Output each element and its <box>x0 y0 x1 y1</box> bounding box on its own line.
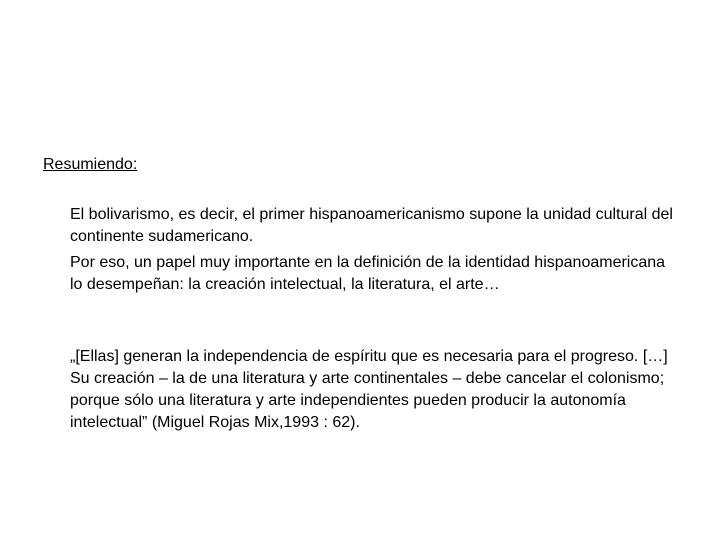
section-heading: Resumiendo: <box>43 156 138 173</box>
paragraph-bolivarismo: El bolivarismo, es decir, el primer hispanoamericanismo supone la unidad cultural del continente sudamericano. <box>70 206 673 245</box>
paragraph-quote: „[Ellas] generan la independencia de espíritu que es necesaria para el progreso. […] Su creación – la de una literatura y arte continentales – debe cancelar el colonismo; porque sólo una literatura y arte independientes pueden producir la autonomía intelectual” (Miguel Rojas Mix,1993 : 62). <box>70 348 668 431</box>
paragraph-identidad: Por eso, un papel muy importante en la definición de la identidad hispanoamericana lo desempeñan: la creación intelectual, la literatura, el arte… <box>70 254 666 293</box>
